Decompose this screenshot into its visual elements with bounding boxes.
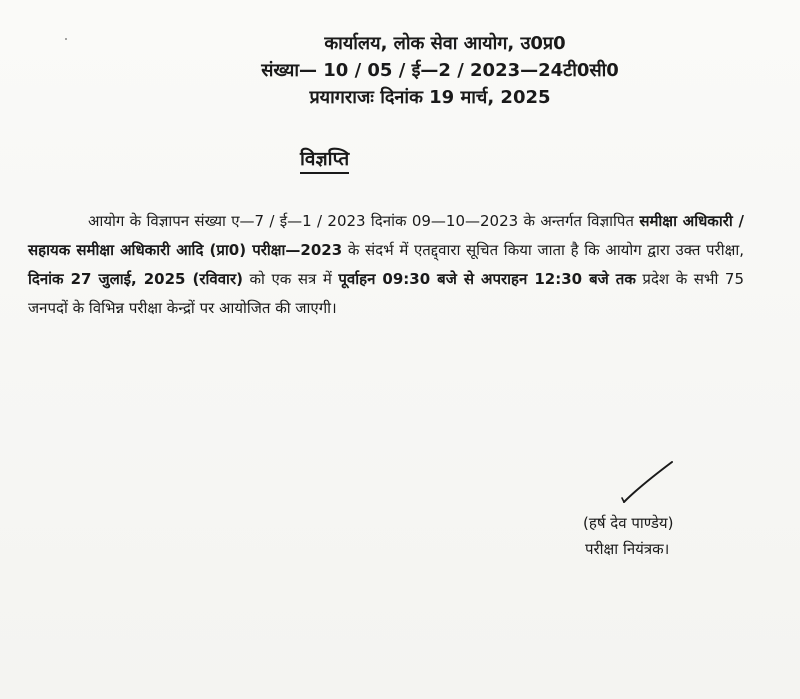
exam-date: दिनांक 27 जुलाई, 2025 (रविवार) [28, 270, 243, 288]
signature-block [583, 510, 673, 562]
notice-title: विज्ञप्ति [300, 147, 349, 174]
reference-number: संख्या— 10 / 05 / ई—2 / 2023—24टी0सी0 [261, 60, 619, 81]
body-session: को एक सत्र में [242, 270, 339, 288]
notice-body [28, 207, 744, 323]
exam-name: समीक्षा अधिकारी / सहायक समीक्षा अधिकारी आदि (प्रा0) परीक्षा—2023 [28, 212, 744, 259]
signatory-name: (हर्ष देव पाण्डेय) [583, 514, 674, 532]
body-closing: प्रदेश के सभी 75 जनपदों के विभिन्न परीक्षा केन्द्रों पर आयोजित की जाएगी। [28, 270, 744, 317]
office-name: कार्यालय, लोक सेवा आयोग, उ0प्र0 [324, 33, 566, 54]
exam-time: पूर्वाहन 09:30 बजे से अपराहन 12:30 बजे तक [338, 270, 636, 288]
letterhead [0, 30, 800, 111]
signatory-designation: परीक्षा नियंत्रक। [585, 540, 670, 558]
body-reference: के संदर्भ में एतद्द्वारा सूचित किया जाता है कि आयोग द्वारा उक्त परीक्षा, [342, 241, 744, 259]
signature-mark [618, 458, 678, 508]
body-intro: आयोग के विज्ञापन संख्या ए—7 / ई—1 / 2023 दिनांक 09—10—2023 के अन्तर्गत विज्ञापित [88, 212, 640, 230]
place-date: प्रयागराजः दिनांक 19 मार्च, 2025 [309, 87, 551, 108]
